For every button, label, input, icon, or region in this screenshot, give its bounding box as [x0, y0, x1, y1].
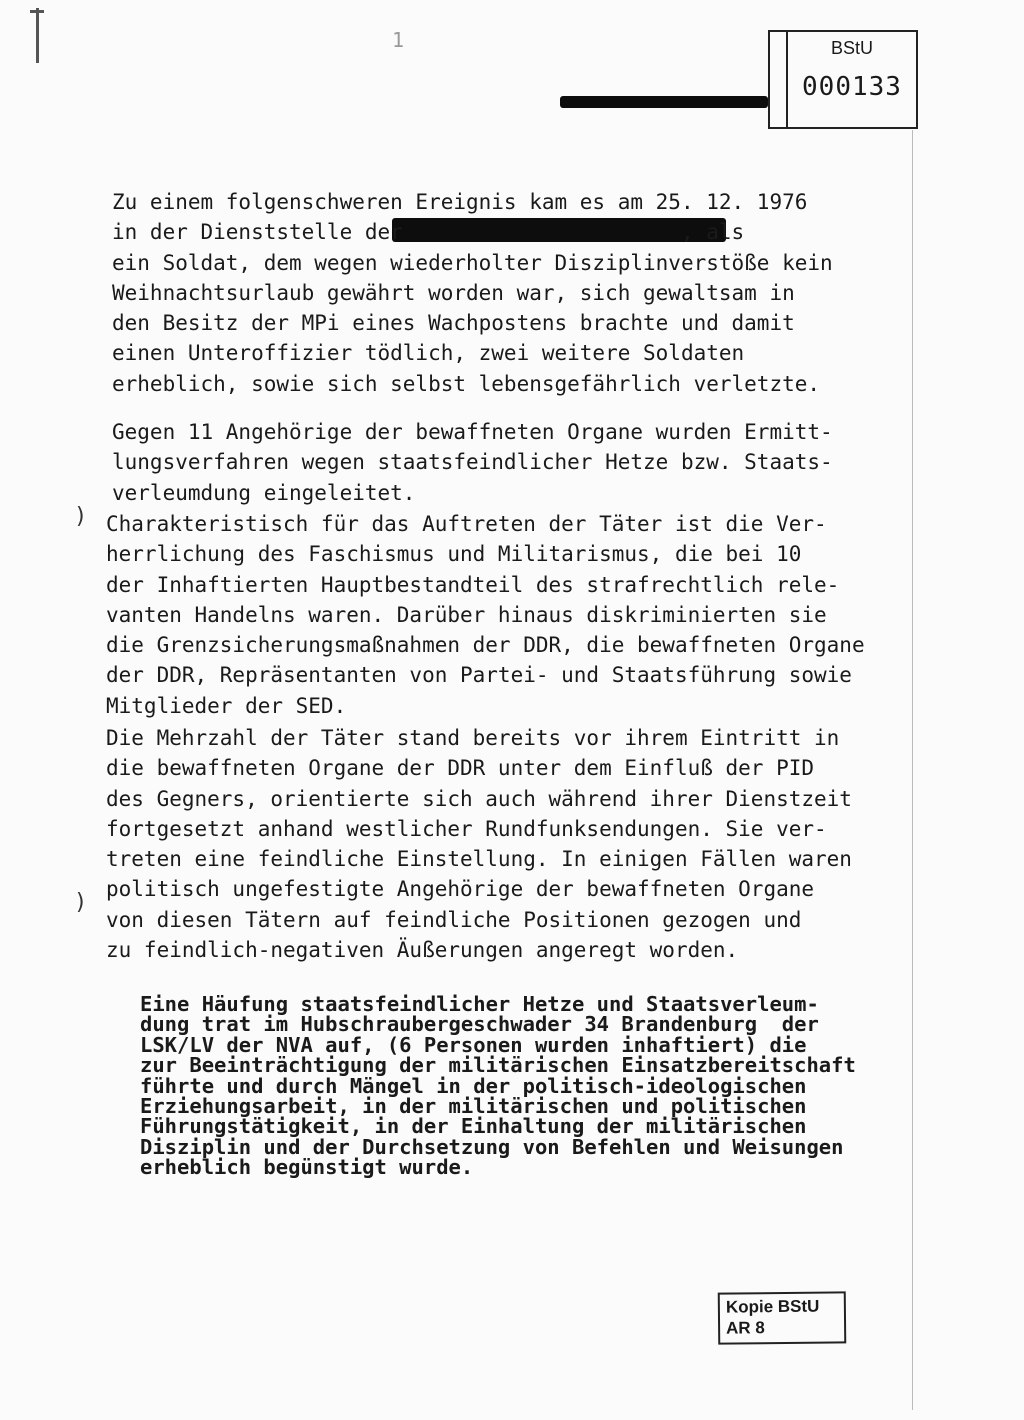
text-line: Weihnachtsurlaub gewährt worden war, sich gewaltsam in [112, 280, 795, 305]
text-line: erheblich, sowie sich selbst lebensgefährlich verletzte. [112, 371, 821, 396]
text-line: der DDR, Repräsentanten von Partei- und Staatsführung sowie [106, 663, 852, 688]
redaction-bar-header [560, 96, 768, 108]
archive-stamp-inner [786, 32, 916, 127]
text-line: des Gegners, orientierte sich auch während ihrer Dienstzeit [106, 786, 852, 811]
text-line: lungsverfahren wegen staatsfeindlicher Hetze bzw. Staats- [112, 450, 833, 475]
text-line: Zu einem folgenschweren Ereignis kam es am 25. 12. 1976 [112, 190, 808, 214]
scan-edge-left [36, 8, 39, 63]
paragraph-investigations [112, 417, 833, 508]
text-line: herrlichung des Faschismus und Militarismus, die bei 10 [106, 542, 802, 567]
paragraph-offenders [106, 723, 852, 965]
text-line: Die Mehrzahl der Täter stand bereits vor ihrem Eintritt in [106, 726, 840, 750]
text-line: führte und durch Mängel in der politisch-ideologischen [140, 1073, 807, 1098]
text-line: erheblich begünstigt wurde. [140, 1155, 474, 1180]
text-line: verleumdung eingeleitet. [112, 480, 416, 505]
text-line: in der Dienststelle der , als [112, 220, 745, 245]
margin-bracket-2: ) [74, 890, 88, 915]
text-line: von diesen Tätern auf feindliche Positionen gezogen und [106, 907, 802, 932]
paragraph-incident [112, 187, 833, 399]
paragraph-helicopter-squadron [140, 994, 856, 1178]
archive-stamp-number: 000133 [802, 72, 902, 102]
text-line: der Inhaftierten Hauptbestandteil des strafrechtlich rele- [106, 572, 840, 597]
text-line: einen Unteroffizier tödlich, zwei weitere Soldaten [112, 341, 745, 366]
text-line: vanten Handelns waren. Darüber hinaus diskriminierten sie [106, 602, 827, 627]
text-line: zu feindlich-negativen Äußerungen angeregt worden. [106, 938, 739, 963]
text-line: ein Soldat, dem wegen wiederholter Disziplinverstöße kein [112, 250, 833, 275]
copy-stamp [718, 1291, 847, 1344]
text-line: Charakteristisch für das Auftreten der Täter ist die Ver- [106, 512, 827, 536]
archive-stamp-org: BStU [830, 38, 873, 58]
text-line: politisch ungefestigte Angehörige der bewaffneten Organe [106, 877, 815, 902]
text-line: die bewaffneten Organe der DDR unter dem Einfluß der PID [106, 756, 815, 781]
margin-bracket-1: ) [74, 504, 88, 529]
text-line: Gegen 11 Angehörige der bewaffneten Organe wurden Ermitt- [112, 420, 833, 444]
text-line: zur Beeinträchtigung der militärischen Einsatzbereitschaft [140, 1053, 856, 1078]
text-line: Disziplin und der Durchsetzung von Befehlen und Weisungen [140, 1134, 844, 1159]
text-line: den Besitz der MPi eines Wachpostens brachte und damit [112, 311, 795, 336]
copy-stamp-line1: Kopie BStU [725, 1296, 820, 1317]
text-line: dung trat im Hubschraubergeschwader 34 Brandenburg der [140, 1012, 819, 1037]
text-line: Eine Häufung staatsfeindlicher Hetze und Staatsverleum- [140, 992, 819, 1016]
text-line: LSK/LV der NVA auf, (6 Personen wurden inhaftiert) die [140, 1032, 807, 1057]
archive-stamp [768, 30, 918, 129]
scan-edge-right [912, 130, 913, 1410]
text-line: die Grenzsicherungsmaßnahmen der DDR, die bewaffneten Organe [106, 633, 865, 658]
text-line: Mitglieder der SED. [106, 693, 347, 718]
page-mark: 1 [392, 28, 405, 52]
copy-stamp-line2: AR 8 [726, 1318, 765, 1338]
scan-edge-left-top [30, 10, 44, 13]
text-line: Führungstätigkeit, in der Einhaltung der militärischen [140, 1114, 807, 1139]
text-line: Erziehungsarbeit, in der militärischen und politischen [140, 1094, 807, 1119]
text-line: fortgesetzt anhand westlicher Rundfunksendungen. Sie ver- [106, 816, 827, 841]
text-line: treten eine feindliche Einstellung. In einigen Fällen waren [106, 847, 852, 872]
paragraph-characteristics [106, 509, 865, 721]
